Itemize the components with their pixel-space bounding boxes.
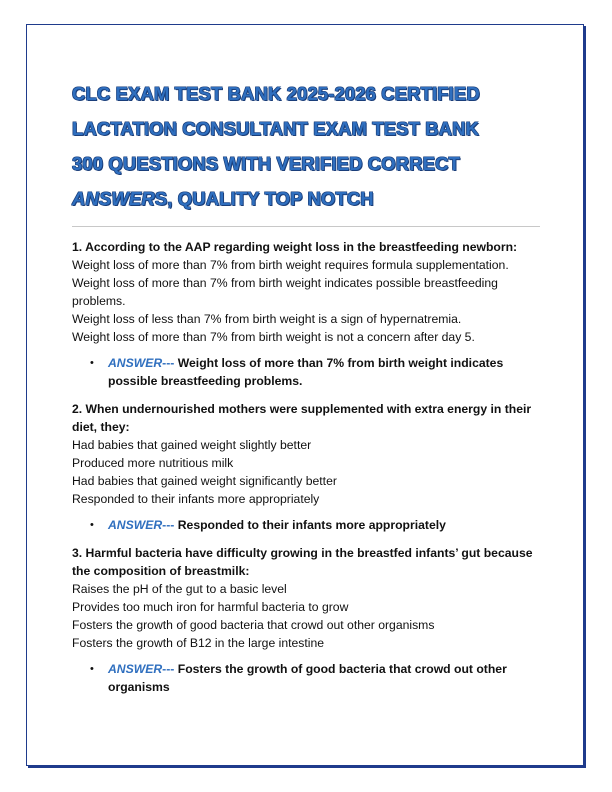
question-3-option-3: Fosters the growth of good bacteria that crowd out other organisms xyxy=(72,618,435,632)
question-3-answer xyxy=(90,660,547,696)
question-2-option-3: Had babies that gained weight significantly better xyxy=(72,474,337,488)
answer-label: ANSWER xyxy=(108,356,163,370)
question-2-option-2: Produced more nutritious milk xyxy=(72,456,234,470)
title-line-1: CLC EXAM TEST BANK 2025-2026 CERTIFIED xyxy=(72,83,480,104)
question-3-answer-text: Fosters the growth of good bacteria that crowd out other organisms xyxy=(108,662,507,694)
question-1-option-2: Weight loss of more than 7% from birth weight indicates possible breastfeeding problems. xyxy=(72,276,498,308)
question-2-text: 2. When undernourished mothers were supplemented with extra energy in their diet, they: xyxy=(72,402,532,434)
question-list xyxy=(72,238,547,706)
answer-separator: --- xyxy=(162,356,175,370)
question-3 xyxy=(72,544,547,696)
question-2-answer-list xyxy=(72,516,547,534)
answer-label: ANSWER xyxy=(108,662,163,676)
question-2-option-1: Had babies that gained weight slightly better xyxy=(72,438,312,452)
title-line-4-rest: S, QUALITY TOP NOTCH xyxy=(154,188,374,209)
question-2-answer xyxy=(90,516,547,534)
title-divider xyxy=(72,226,540,227)
question-3-option-4: Fosters the growth of B12 in the large intestine xyxy=(72,636,325,650)
question-2 xyxy=(72,400,547,534)
title-line-3: 300 QUESTIONS WITH VERIFIED CORRECT xyxy=(72,153,460,174)
title-line-2: LACTATION CONSULTANT EXAM TEST BANK xyxy=(72,118,480,139)
bullet-icon: • xyxy=(90,519,94,531)
document-title xyxy=(72,76,552,216)
question-1-option-3: Weight loss of less than 7% from birth weight is a sign of hypernatremia. xyxy=(72,312,462,326)
question-3-option-1: Raises the pH of the gut to a basic level xyxy=(72,582,287,596)
question-1-answer-text: Weight loss of more than 7% from birth weight indicates possible breastfeeding problems. xyxy=(108,356,504,388)
bullet-icon: • xyxy=(90,357,94,369)
question-2-answer-text: Responded to their infants more appropriately xyxy=(177,518,446,532)
question-1 xyxy=(72,238,547,390)
bullet-icon: • xyxy=(90,663,94,675)
question-1-option-4: Weight loss of more than 7% from birth weight is not a concern after day 5. xyxy=(72,330,475,344)
question-3-answer-list xyxy=(72,660,547,696)
answer-separator: --- xyxy=(162,662,175,676)
question-1-answer xyxy=(90,354,547,390)
question-3-text: 3. Harmful bacteria have difficulty growing in the breastfed infants’ gut because the composition of breastmilk: xyxy=(72,546,533,578)
question-1-option-1: Weight loss of more than 7% from birth weight requires formula supplementation. xyxy=(72,258,509,272)
question-2-option-4: Responded to their infants more appropriately xyxy=(72,492,320,506)
answer-label: ANSWER xyxy=(108,518,163,532)
title-line-4-italic: ANSWER xyxy=(72,188,155,209)
answer-separator: --- xyxy=(162,518,175,532)
question-1-answer-list xyxy=(72,354,547,390)
question-3-option-2: Provides too much iron for harmful bacteria to grow xyxy=(72,600,349,614)
question-1-text: 1. According to the AAP regarding weight loss in the breastfeeding newborn: xyxy=(72,240,518,254)
